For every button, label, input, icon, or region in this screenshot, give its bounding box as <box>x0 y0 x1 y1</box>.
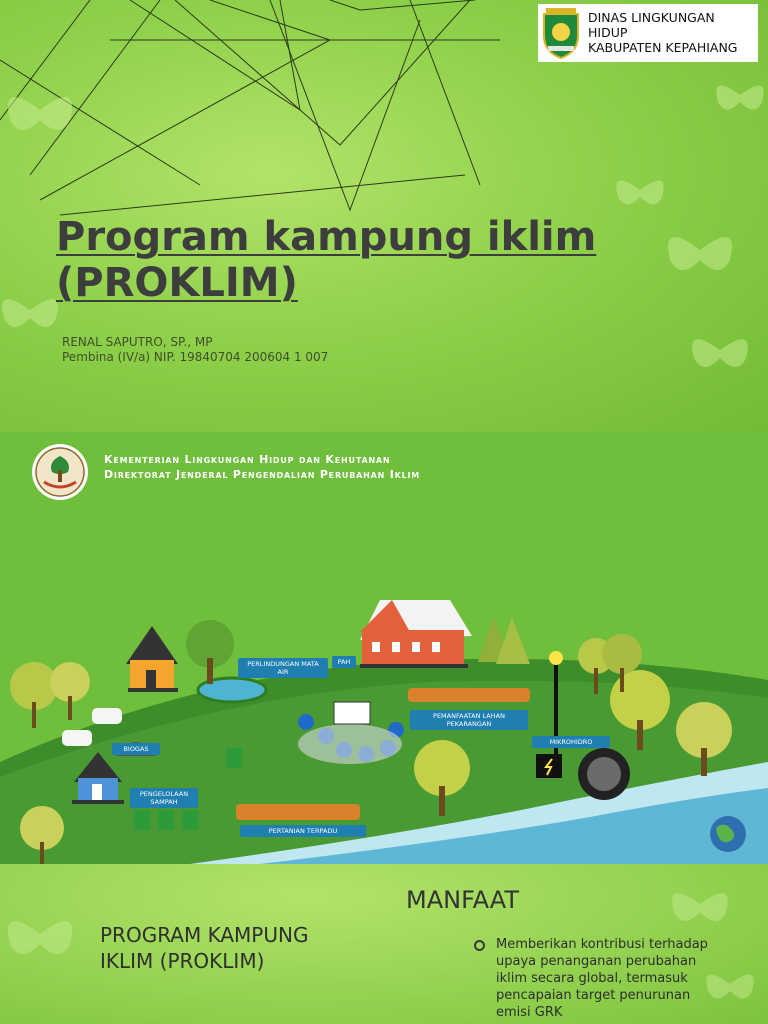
agency-name-line: KABUPATEN KEPAHIANG <box>588 40 738 55</box>
program-title: PROGRAM KAMPUNG IKLIM (PROKLIM) <box>100 923 309 973</box>
author-block <box>62 335 328 365</box>
label-mikrohidro: MIKROHIDRO <box>532 736 610 748</box>
title-line-2: (PROKLIM) <box>56 260 298 306</box>
title-slide <box>0 0 768 432</box>
label-pah: PAH <box>332 656 356 668</box>
section-title: MANFAAT <box>406 886 519 914</box>
ministry-name: Kementerian Lingkungan Hidup dan Kehutanan <box>104 453 391 466</box>
slide-title <box>56 214 596 306</box>
label-perlindungan-mata-air: PERLINDUNGAN MATA AIR <box>238 658 328 678</box>
benefits-slide <box>0 864 768 1024</box>
directorate-name: Direktorat Jenderal Pengendalian Perubahan Iklim <box>104 468 421 481</box>
village-illustration <box>0 432 768 864</box>
bullet-circle-icon <box>474 940 485 951</box>
agency-name <box>588 10 738 55</box>
benefit-text: Memberikan kontribusi terhadap upaya penanganan perubahan iklim secara global, termasuk pencapaian target penurunan emisi GRK <box>496 937 708 1020</box>
title-line-1: Program kampung iklim <box>56 214 597 260</box>
label-pemanfaatan-lahan: PEMANFAATAN LAHAN PEKARANGAN <box>410 710 528 730</box>
illustration-slide <box>0 432 768 864</box>
regency-crest-icon <box>540 6 582 60</box>
agency-name-line: DINAS LINGKUNGAN <box>588 10 715 25</box>
author-name: RENAL SAPUTRO, SP., MP <box>62 335 213 349</box>
author-nip: Pembina (IV/a) NIP. 19840704 200604 1 007 <box>62 350 329 364</box>
label-pertanian-terpadu: PERTANIAN TERPADU <box>240 825 366 837</box>
benefit-list-item <box>474 936 724 1021</box>
label-biogas: BIOGAS <box>112 743 160 755</box>
label-pengelolaan-sampah: PENGELOLAAN SAMPAH <box>130 788 198 808</box>
agency-logo-box <box>538 4 758 62</box>
agency-name-line: HIDUP <box>588 25 628 40</box>
